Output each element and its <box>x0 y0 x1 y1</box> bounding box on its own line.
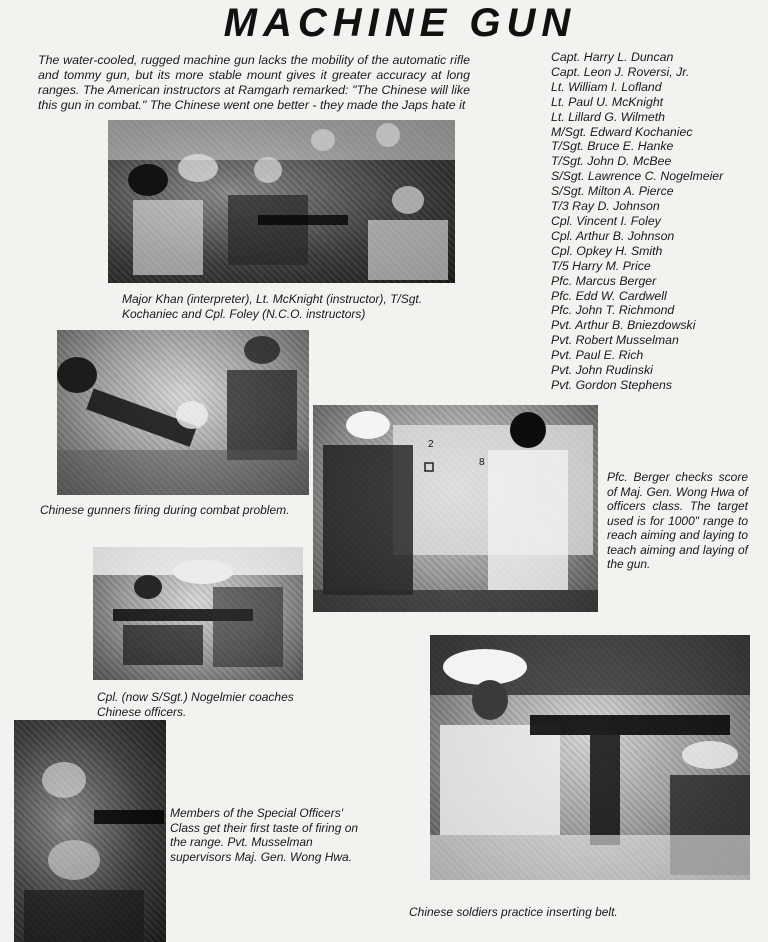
photo-instructors-group <box>108 120 455 283</box>
photo-inserting-belt-caption: Chinese soldiers practice inserting belt. <box>409 905 618 919</box>
roster-entry: T/Sgt. John D. McBee <box>551 154 672 169</box>
roster-entry: Cpl. Arthur B. Johnson <box>551 228 675 243</box>
roster-entry: Pvt. Paul E. Rich <box>551 348 644 363</box>
photo-coaching-caption: Cpl. (now S/Sgt.) Nogelmier coaches Chinese officers. <box>97 690 294 719</box>
roster-entry: Capt. Harry L. Duncan <box>551 50 674 64</box>
photo-score-check-caption: Pfc. Berger checks score of Maj. Gen. Wong Hwa of officers class. The target used is for 1000" range to reach aiming and laying to teach aiming and laying of the gun. <box>607 470 748 571</box>
roster-entry: T/5 Harry M. Price <box>551 258 651 273</box>
roster-entry: Pvt. Gordon Stephens <box>551 377 672 392</box>
roster-entry: Pvt. Robert Musselman <box>551 333 679 348</box>
photo-score-check <box>313 405 598 612</box>
instructor-roster <box>551 50 761 393</box>
roster-entry: S/Sgt. Lawrence C. Nogelmeier <box>551 169 724 184</box>
photo-officers-class-caption: Members of the Special Officers' Class get their first taste of firing on the range. Pvt. Musselman supervisors Maj. Gen. Wong Hwa. <box>170 806 359 864</box>
photo-gunners-firing <box>57 330 309 495</box>
photo-gunners-caption: Chinese gunners firing during combat problem. <box>40 503 290 517</box>
roster-entry: Capt. Leon J. Roversi, Jr. <box>551 64 690 79</box>
roster-entry: T/3 Ray D. Johnson <box>551 199 660 214</box>
photo-officers-class-firing <box>14 720 166 942</box>
photo-inserting-belt <box>430 635 750 880</box>
roster-entry: Pfc. Marcus Berger <box>551 273 657 288</box>
roster-entry: Pvt. John Rudinski <box>551 363 653 378</box>
photo-coaching-officers <box>93 547 303 680</box>
roster-entry: Pvt. Arthur B. Bniezdowski <box>551 318 696 333</box>
roster-entry: M/Sgt. Edward Kochaniec <box>551 124 693 139</box>
roster-entry: Cpl. Opkey H. Smith <box>551 243 663 258</box>
roster-entry: Pfc. John T. Richmond <box>551 303 675 318</box>
roster-entry: Lt. William I. Lofland <box>551 79 662 94</box>
photo-instructors-caption: Major Khan (interpreter), Lt. McKnight (instructor), T/Sgt. Kochaniec and Cpl. Foley (N.C.O. instructors) <box>122 292 423 321</box>
roster-entry: Lt. Lillard G. Wilmeth <box>551 109 666 124</box>
roster-entry: S/Sgt. Milton A. Pierce <box>551 184 674 199</box>
roster-entry: Cpl. Vincent I. Foley <box>551 213 661 228</box>
roster-entry: T/Sgt. Bruce E. Hanke <box>551 139 674 154</box>
roster-entry: Pfc. Edd W. Cardwell <box>551 288 667 303</box>
target-mark-8: 8 <box>479 457 485 468</box>
target-mark-2: 2 <box>428 439 434 450</box>
page-title: MACHINE GUN <box>223 1 577 45</box>
roster-entry: Lt. Paul U. McKnight <box>551 94 664 109</box>
intro-paragraph: The water-cooled, rugged machine gun lacks the mobility of the automatic rifle and tommy gun, but its more stable mount gives it greater accuracy at long ranges. The American instructors at Ramgarh remarked: "The Chinese will like this gun in combat." The Chinese went one better - they made the Japs hate it <box>38 53 470 112</box>
